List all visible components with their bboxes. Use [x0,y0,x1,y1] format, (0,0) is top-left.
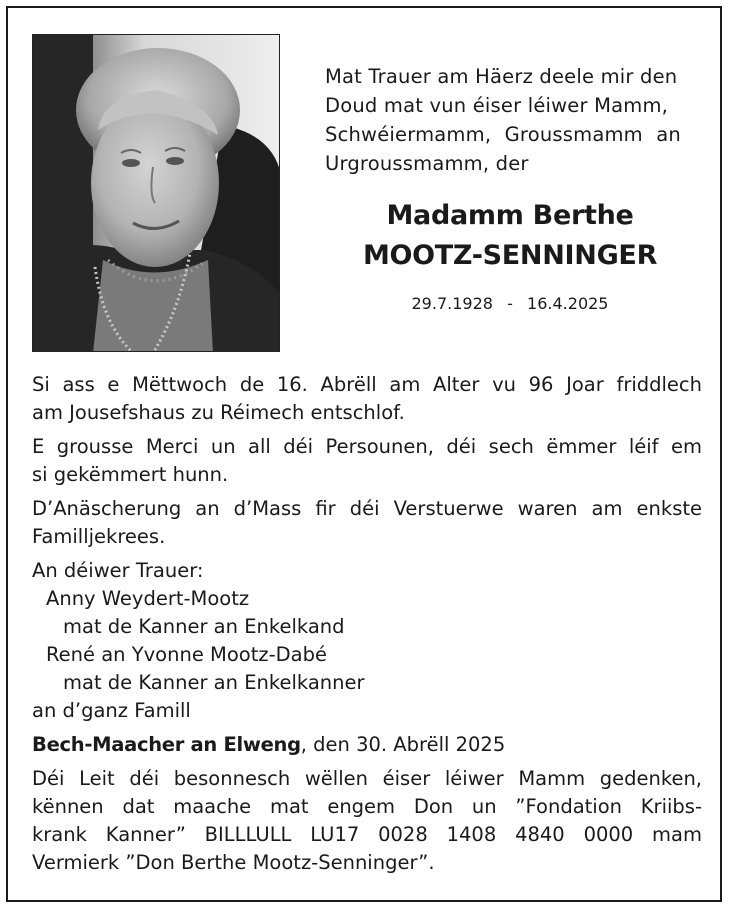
donation-paragraph [32,765,702,877]
donation-line: Vermierk ”Don Berthe Mootz-Senninger”. [32,851,435,874]
funeral-paragraph [32,495,702,551]
thanks-paragraph [32,433,702,489]
thanks-line: E grousse Merci un all déi Persounen, déi sech ëmmer léif em [32,435,702,458]
life-dates: 29.7.1928 - 16.4.2025 [411,294,609,313]
intro-line: Urgroussmamm, der [325,152,529,175]
deceased-name-line1: Madamm Berthe [386,200,634,231]
portrait-photo [32,34,280,352]
signature-date: , den 30. Abrëll 2025 [300,733,506,756]
donation-line: kënnen dat maache mat engem Don un ”Fondation Kriibs- [32,795,702,818]
signature-place: Bech-Maacher an Elweng [32,733,301,756]
mourner-family: Anny Weydert-Mootz [46,587,250,610]
intro-text [325,62,705,178]
donation-line: krank Kanner” BILLLULL LU17 0028 1408 4840 0000 mam [32,823,702,846]
mourner-family: René an Yvonne Mootz-Dabé [46,643,327,666]
donation-line: Déi Leit déi besonnesch wëllen éiser léiwer Mamm gedenken, [32,767,702,790]
deceased-name [300,196,720,276]
mourner-family-sub: mat de Kanner an Enkelkanner [63,671,365,694]
mourners-closing: an d’ganz Famill [32,699,191,722]
place-date-line [32,731,702,759]
death-notice [32,371,702,427]
funeral-line: D’Anäscherung an d’Mass fir déi Verstuerwe waren am enkste [32,497,702,520]
death-notice-line: Si ass e Mëttwoch de 16. Abrëll am Alter vu 96 Joar friddlech [32,373,702,396]
death-notice-line: am Jousefshaus zu Réimech entschlof. [32,401,405,424]
mourners-heading: An déiwer Trauer: [32,559,204,582]
obituary-body [32,371,702,883]
deceased-name-line2: MOOTZ-SENNINGER [362,240,658,271]
mourners-list [32,557,702,725]
intro-line: Schwéiermamm, Groussmamm an [325,123,681,146]
mourner-family-sub: mat de Kanner an Enkelkand [63,615,345,638]
funeral-line: Familljekrees. [32,525,166,548]
intro-line: Doud mat vun éiser léiwer Mamm, [325,94,669,117]
thanks-line: si gekëmmert hunn. [32,463,229,486]
intro-line: Mat Trauer am Häerz deele mir den [325,65,678,88]
